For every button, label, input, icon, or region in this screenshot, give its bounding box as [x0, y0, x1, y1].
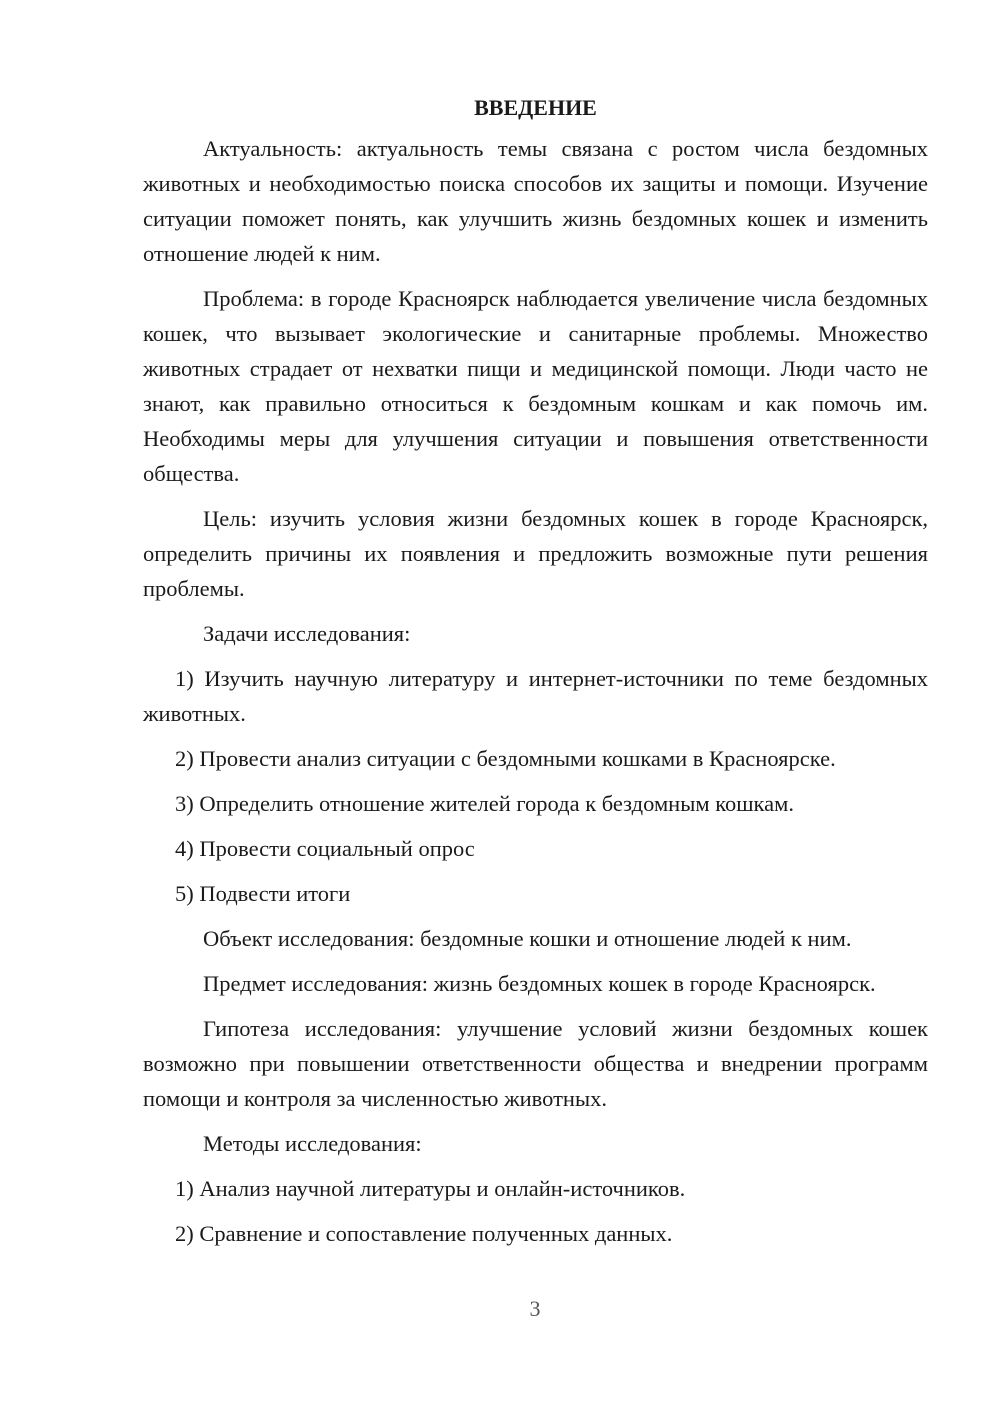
task-item-4: 4) Провести социальный опрос: [175, 836, 475, 861]
task-item-3: 3) Определить отношение жителей города к бездомным кошкам.: [175, 791, 795, 816]
tasks-heading: Задачи исследования:: [203, 621, 411, 646]
task-item-2: 2) Провести анализ ситуации с бездомными кошками в Красноярске.: [175, 746, 836, 771]
task-item-5: 5) Подвести итоги: [175, 881, 351, 906]
hypothesis-paragraph: Гипотеза исследования: улучшение условий жизни бездомных кошек возможно при повышении ответственности общества и внедрении программ помощи и контроля за численностью животных.: [143, 1016, 928, 1111]
relevance-paragraph: Актуальность: актуальность темы связана с ростом числа бездомных животных и необходимостью поиска способов их защиты и помощи. Изучение ситуации поможет понять, как улучшить жизнь бездомных кошек и изменить отношение людей к ним.: [143, 136, 928, 266]
subject-paragraph: Предмет исследования: жизнь бездомных кошек в городе Красноярск.: [203, 971, 876, 996]
problem-paragraph: Проблема: в городе Красноярск наблюдается увеличение числа бездомных кошек, что вызывает экологические и санитарные проблемы. Множество животных страдает от нехватки пищи и медицинской помощи. Люди часто не знают, как правильно относиться к бездомным кошкам и как помочь им. Необходимы меры для улучшения ситуации и повышения ответственности общества.: [143, 286, 928, 486]
methods-heading: Методы исследования:: [203, 1131, 422, 1156]
object-paragraph: Объект исследования: бездомные кошки и отношение людей к ним.: [203, 926, 852, 951]
document-page: [143, 90, 928, 1261]
page-number: 3: [529, 1296, 541, 1321]
goal-paragraph: Цель: изучить условия жизни бездомных кошек в городе Красноярск, определить причины их появления и предложить возможные пути решения проблемы.: [143, 506, 928, 601]
section-title: ВВЕДЕНИЕ: [474, 95, 597, 120]
task-item-1: 1) Изучить научную литературу и интернет-источники по теме бездомных животных.: [143, 666, 928, 726]
method-item-1: 1) Анализ научной литературы и онлайн-источников.: [175, 1176, 686, 1201]
method-item-2: 2) Сравнение и сопоставление полученных данных.: [175, 1221, 673, 1246]
